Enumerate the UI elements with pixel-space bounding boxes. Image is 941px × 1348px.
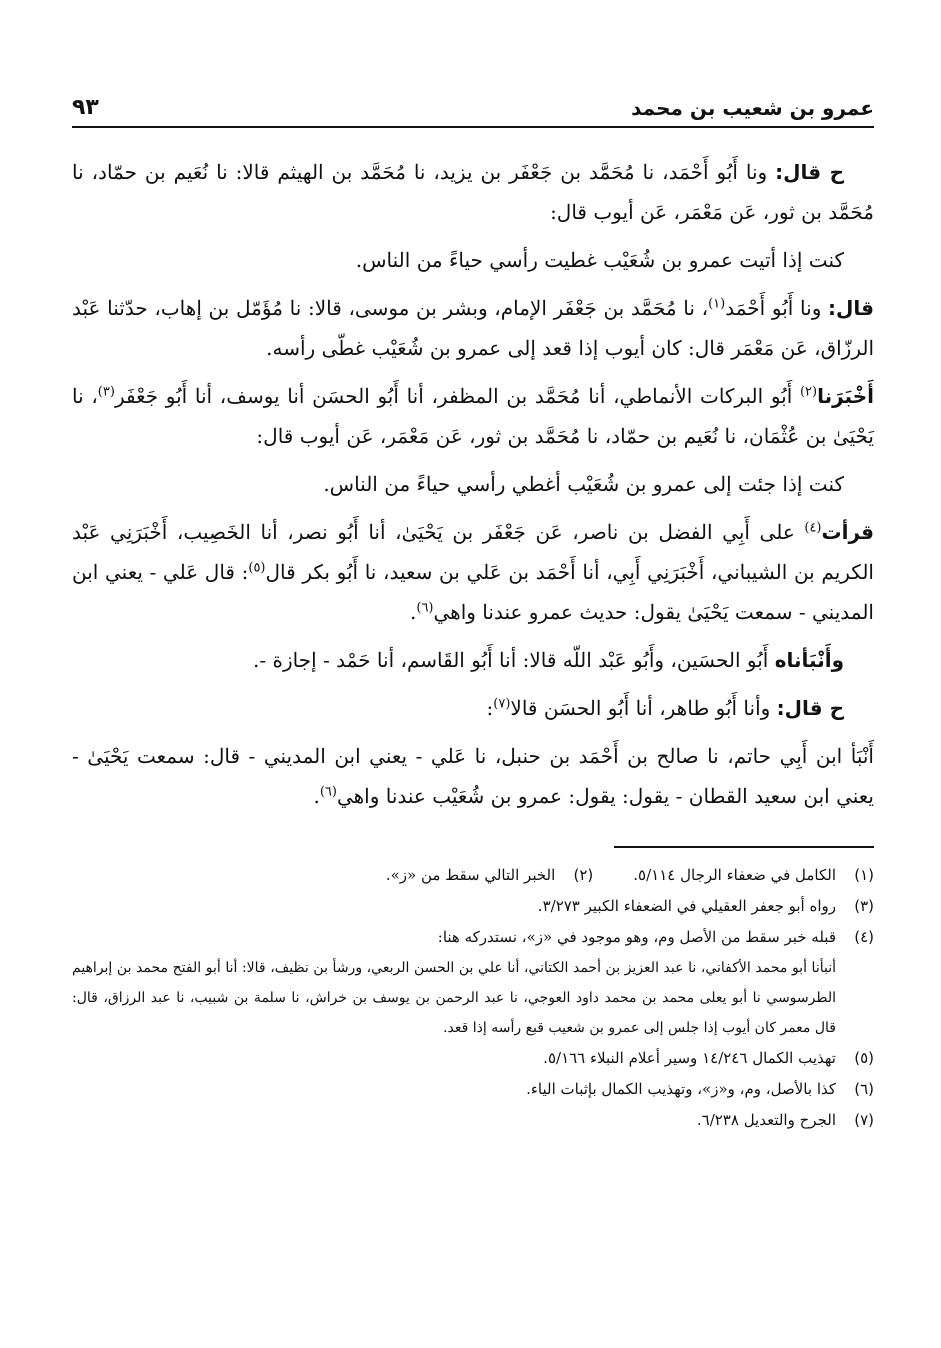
footnote-number: (٧) (854, 1111, 874, 1129)
paragraph-7 (72, 640, 874, 680)
paragraph-text: ، نا يَحْيَىٰ بن عُثْمَان، نا نُعَيم بن حمّاد، نا مُحَمَّد بن ثور، عَن مَعْمَر، عَن أيوب قال: (72, 384, 874, 448)
main-text (72, 152, 874, 816)
footnote-row (72, 860, 874, 891)
footnotes (72, 860, 874, 1136)
footnote-ref: (٥) (248, 560, 266, 576)
book-page (72, 80, 874, 1300)
footnote-number: (٥) (854, 1049, 874, 1067)
footnote-ref: (٦) (319, 784, 337, 800)
paragraph-9 (72, 736, 874, 816)
footnote-ref: (٦) (416, 600, 434, 616)
footnote-text: الكامل في ضعفاء الرجال ٥/١١٤. (633, 866, 836, 884)
footnote-text: كذا بالأصل، وم، و«ز»، وتهذيب الكمال بإثبات الياء. (526, 1080, 836, 1098)
paragraph-lead: قرأت (821, 520, 874, 544)
paragraph-text: أَبُو الحسَين، وأَبُو عَبْد اللّه قالا: أنا أَبُو القَاسم، أنا حَمْد - إجازة -. (253, 648, 775, 672)
paragraph-5: كنت إذا جئت إلى عمرو بن شُعَيْب أغطي رأسي حياءً من الناس. (323, 472, 844, 496)
footnote-2 (386, 860, 593, 891)
footnote-ref: (١) (708, 296, 726, 312)
footnote-6 (72, 1074, 874, 1105)
footnote-number: (٤) (854, 928, 874, 946)
paragraph-text: . (410, 600, 417, 624)
running-header (72, 80, 874, 128)
paragraph-text: على أَبِي الفضل بن ناصر، عَن جَعْفَر بن يَحْيَىٰ، أنا أَبُو نصر، أنا الخَصِيب، أَخْبَرَنِي عَبْد الكريم بن الشيباني، أَخْبَرَنِي أَبِي، أنا أَحْمَد بن عَلي بن سعيد، نا أَبُو بكر قال (72, 520, 874, 584)
footnote-text: الخبر التالي سقط من «ز». (385, 866, 556, 884)
footnote-number: (٣) (854, 897, 874, 915)
paragraph-6 (72, 512, 874, 632)
paragraph-text: أَنْبَأ ابن أَبِي حاتم، نا صالح بن أَحْمَد بن حنبل، نا عَلي - يعني ابن المديني - قال: سمعت يَحْيَىٰ - يعني ابن سعيد القطان - يقول: يقول: عمرو بن شُعَيْب عندنا واهي (72, 744, 874, 808)
footnote-4-addition: أنبأنا أبو محمد الأكفاني، نا عبد العزيز بن أحمد الكتاني، أنا علي بن الحسن الربعي، ورشأ بن نظيف، قالا: أنا أبو الفتح محمد بن إبراهيم الطرسوسي نا أبو يعلى محمد بن محمد داود العوجي، نا عبد الرحمن بن يوسف بن خراش، نا سلمة بن شبيب، نا عبد الرزاق، قال: قال معمر كان أيوب إذا جلس إلى عمرو بن شعيب قبع رأسه إذا قعد. (72, 960, 836, 1036)
footnote-text: قبله خبر سقط من الأصل وم، وهو موجود في «ز»، نستدركه هنا: (437, 928, 836, 946)
running-title: عمرو بن شعيب بن محمد (631, 96, 874, 120)
footnote-text: رواه أبو جعفر العقيلي في الضعفاء الكبير ٣/٢٧٣. (537, 897, 836, 915)
footnote-separator (614, 846, 874, 848)
paragraph-2: كنت إذا أتيت عمرو بن شُعَيْب غطيت رأسي حياءً من الناس. (355, 248, 844, 272)
footnote-ref: (٢) (799, 384, 818, 400)
footnote-5 (72, 1043, 874, 1074)
paragraph-3 (72, 288, 874, 368)
footnote-1 (633, 860, 874, 891)
paragraph-text: . (313, 784, 320, 808)
paragraph-text: أَبُو البركات الأنماطي، أنا مُحَمَّد بن المظفر، أنا أَبُو الحسَن أنا يوسف، أنا أَبُو جَعْفَر (114, 384, 800, 408)
footnote-ref: (٧) (493, 696, 511, 712)
paragraph-text: ونا أَبُو أَحْمَد (725, 296, 829, 320)
paragraph-text: ونا أَبُو أَحْمَد، نا مُحَمَّد بن جَعْفَر بن يزيد، نا مُحَمَّد بن الهيثم قالا: نا نُعَيم بن حمّاد، نا مُحَمَّد بن ثور، عَن مَعْمَر، عَن أيوب قال: (72, 160, 874, 224)
paragraph-lead: ح قال: (775, 160, 844, 184)
footnote-3 (72, 891, 874, 922)
paragraph-text: : (486, 696, 494, 720)
page-number: ٩٣ (72, 95, 99, 120)
paragraph-lead: قال: (828, 296, 875, 320)
paragraph-lead: وأَنْبَأناه (774, 648, 844, 672)
footnote-7 (72, 1105, 874, 1136)
footnote-4 (72, 922, 874, 953)
paragraph-lead: أَخْبَرَنا (817, 384, 874, 408)
paragraph-4 (72, 376, 874, 456)
footnote-text: الجرح والتعديل ٦/٢٣٨. (696, 1111, 836, 1129)
footnote-number: (١) (854, 866, 874, 884)
footnote-ref: (٤) (804, 520, 822, 536)
paragraph-lead: ح قال: (776, 696, 844, 720)
paragraph-8 (72, 688, 874, 728)
paragraph-text: وأنا أَبُو طاهر، أنا أَبُو الحسَن قالا (510, 696, 777, 720)
paragraph-text: ، نا مُحَمَّد بن جَعْفَر الإمام، وبشر بن موسى، قالا: نا مُؤَمّل بن إهاب، حدّثنا عَبْد الرزّاق، عَن مَعْمَر قال: كان أيوب إذا قعد إلى عمرو بن شُعَيْب غطّى رأسه. (72, 296, 874, 360)
footnote-number: (٦) (854, 1080, 874, 1098)
footnote-text: تهذيب الكمال ١٤/٢٤٦ وسير أعلام النبلاء ٥/١٦٦. (543, 1049, 836, 1067)
footnote-number: (٢) (573, 866, 594, 884)
footnote-ref: (٣) (97, 384, 115, 400)
paragraph-1 (72, 152, 874, 232)
paragraph-text: : قال عَلي - يعني ابن المديني - سمعت يَحْيَىٰ يقول: حديث عمرو عندنا واهي (72, 560, 874, 624)
